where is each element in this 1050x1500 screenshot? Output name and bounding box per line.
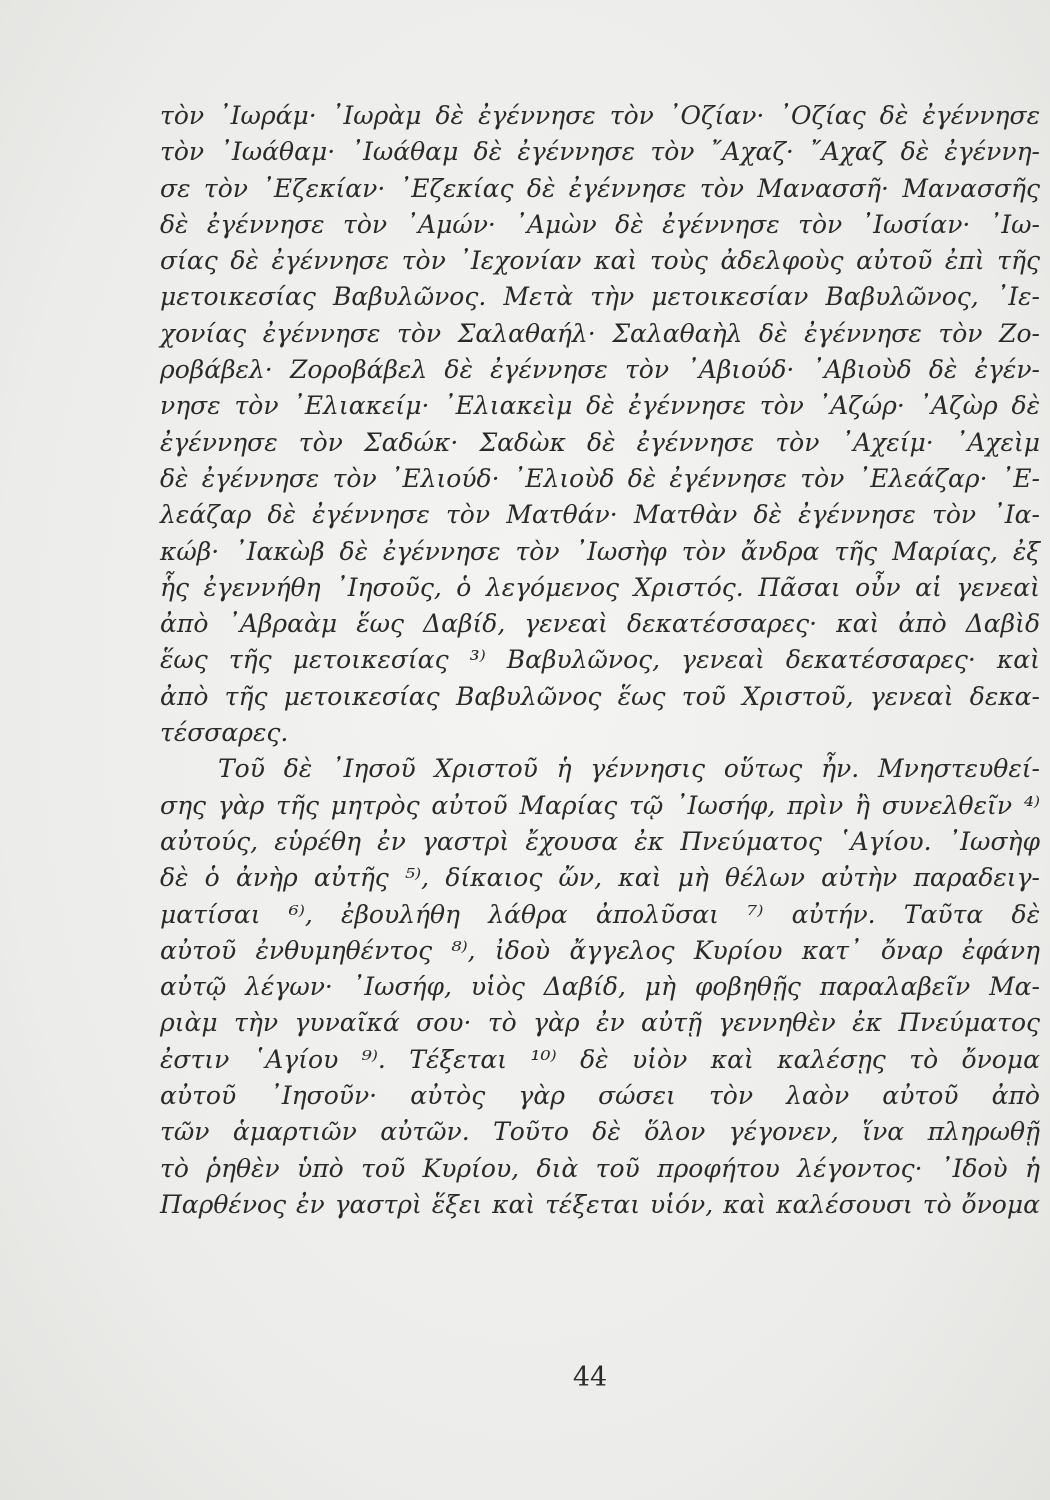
text-line: σης γὰρ τῆς μητρὸς αὐτοῦ Μαρίας τῷ ᾿Ιωσήφ, πρὶν ἢ συνελθεῖν ⁴⁾	[160, 790, 1040, 820]
text-line: σε τὸν ᾿Εζεκίαν· ᾿Εζεκίας δὲ ἐγέννησε τὸν Μανασσῆ· Μανασσῆς	[160, 173, 1040, 203]
text-line: μετοικεσίας Βαβυλῶνος. Μετὰ τὴν μετοικεσίαν Βαβυλῶνος, ᾿Ιε-	[160, 282, 1040, 312]
text-line: δὲ ἐγέννησε τὸν ᾿Ελιούδ· ᾿Ελιοὺδ δὲ ἐγέννησε τὸν ᾿Ελεάζαρ· ᾿Ε-	[160, 463, 1040, 493]
text-line: ματίσαι ⁶⁾, ἐβουλήθη λάθρα ἀπολῦσαι ⁷⁾ αὐτήν. Ταῦτα δὲ	[160, 899, 1040, 929]
text-line: ριὰμ τὴν γυναῖκά σου· τὸ γὰρ ἐν αὐτῇ γεννηθὲν ἐκ Πνεύματος	[160, 1008, 1040, 1038]
text-line: Τοῦ δὲ ᾿Ιησοῦ Χριστοῦ ἡ γέννησις οὕτως ἦν. Μνηστευθεί-	[218, 754, 1040, 784]
text-line: λεάζαρ δὲ ἐγέννησε τὸν Ματθάν· Ματθὰν δὲ ἐγέννησε τὸν ᾿Ια-	[160, 500, 1040, 530]
text-line: ἕως τῆς μετοικεσίας ³⁾ Βαβυλῶνος, γενεαὶ δεκατέσσαρες· καὶ	[160, 645, 1040, 675]
text-line: τὸν ᾿Ιωράμ· ᾿Ιωρὰμ δὲ ἐγέννησε τὸν ᾿Οζίαν· ᾿Οζίας δὲ ἐγέννησε	[160, 101, 1040, 130]
text-line: ἐστιν ῾Αγίου ⁹⁾. Τέξεται ¹⁰⁾ δὲ υἱὸν καὶ καλέσῃς τὸ ὄνομα	[160, 1044, 1040, 1074]
text-line: τὸ ῥηθὲν ὑπὸ τοῦ Κυρίου, διὰ τοῦ προφήτου λέγοντος· ᾿Ιδοὺ ἡ	[160, 1153, 1040, 1183]
page-number: 44	[572, 1362, 608, 1393]
text-line: ἀπὸ ᾿Αβραὰμ ἕως Δαβίδ, γενεαὶ δεκατέσσαρες· καὶ ἀπὸ Δαβὶδ	[160, 609, 1040, 639]
text-line: σίας δὲ ἐγέννησε τὸν ᾿Ιεχονίαν καὶ τοὺς ἀδελφοὺς αὐτοῦ ἐπὶ τῆς	[160, 246, 1040, 276]
text-line: αὐτῷ λέγων· ᾿Ιωσήφ, υἱὸς Δαβίδ, μὴ φοβηθῇς παραλαβεῖν Μα-	[160, 972, 1040, 1002]
text-line: αὐτοῦ ἐνθυμηθέντος ⁸⁾, ἰδοὺ ἄγγελος Κυρίου κατ᾿ ὄναρ ἐφάνη	[160, 935, 1040, 965]
text-line: τέσσαρες.	[160, 718, 289, 748]
text-line: ροβάβελ· Ζοροβάβελ δὲ ἐγέννησε τὸν ᾿Αβιούδ· ᾿Αβιοὺδ δὲ ἐγέν-	[160, 355, 1040, 385]
text-line: τῶν ἁμαρτιῶν αὐτῶν. Τοῦτο δὲ ὅλον γέγονεν, ἵνα πληρωθῇ	[160, 1117, 1040, 1147]
text-line: ἐγέννησε τὸν Σαδώκ· Σαδὼκ δὲ ἐγέννησε τὸν ᾿Αχείμ· ᾿Αχεὶμ	[160, 427, 1040, 457]
text-line: χονίας ἐγέννησε τὸν Σαλαθαήλ· Σαλαθαὴλ δὲ ἐγέννησε τὸν Ζο-	[160, 318, 1040, 348]
text-line: αὐτούς, εὑρέθη ἐν γαστρὶ ἔχουσα ἐκ Πνεύματος ῾Αγίου. ᾿Ιωσὴφ	[160, 826, 1040, 856]
body-text	[160, 98, 1040, 1223]
text-line: δὲ ἐγέννησε τὸν ᾿Αμών· ᾿Αμὼν δὲ ἐγέννησε τὸν ᾿Ιωσίαν· ᾿Ιω-	[160, 209, 1040, 239]
text-line: ἀπὸ τῆς μετοικεσίας Βαβυλῶνος ἕως τοῦ Χριστοῦ, γενεαὶ δεκα-	[160, 681, 1040, 711]
text-line: Παρθένος ἐν γαστρὶ ἕξει καὶ τέξεται υἱόν, καὶ καλέσουσι τὸ ὄνομα	[160, 1189, 1040, 1219]
text-line: νησε τὸν ᾿Ελιακείμ· ᾿Ελιακεὶμ δὲ ἐγέννησε τὸν ᾿Αζώρ· ᾿Αζὼρ δὲ	[160, 391, 1040, 421]
text-line: κώβ· ᾿Ιακὼβ δὲ ἐγέννησε τὸν ᾿Ιωσὴφ τὸν ἄνδρα τῆς Μαρίας, ἐξ	[160, 536, 1040, 566]
text-line: ἧς ἐγεννήθη ᾿Ιησοῦς, ὁ λεγόμενος Χριστός. Πᾶσαι οὖν αἱ γενεαὶ	[160, 572, 1040, 602]
text-line: δὲ ὁ ἀνὴρ αὐτῆς ⁵⁾, δίκαιος ὤν, καὶ μὴ θέλων αὐτὴν παραδειγ-	[160, 863, 1040, 893]
text-line: τὸν ᾿Ιωάθαμ· ᾿Ιωάθαμ δὲ ἐγέννησε τὸν ῎Αχαζ· ῎Αχαζ δὲ ἐγέννη-	[160, 137, 1040, 167]
text-line: αὐτοῦ ᾿Ιησοῦν· αὐτὸς γὰρ σώσει τὸν λαὸν αὐτοῦ ἀπὸ	[160, 1081, 1040, 1111]
